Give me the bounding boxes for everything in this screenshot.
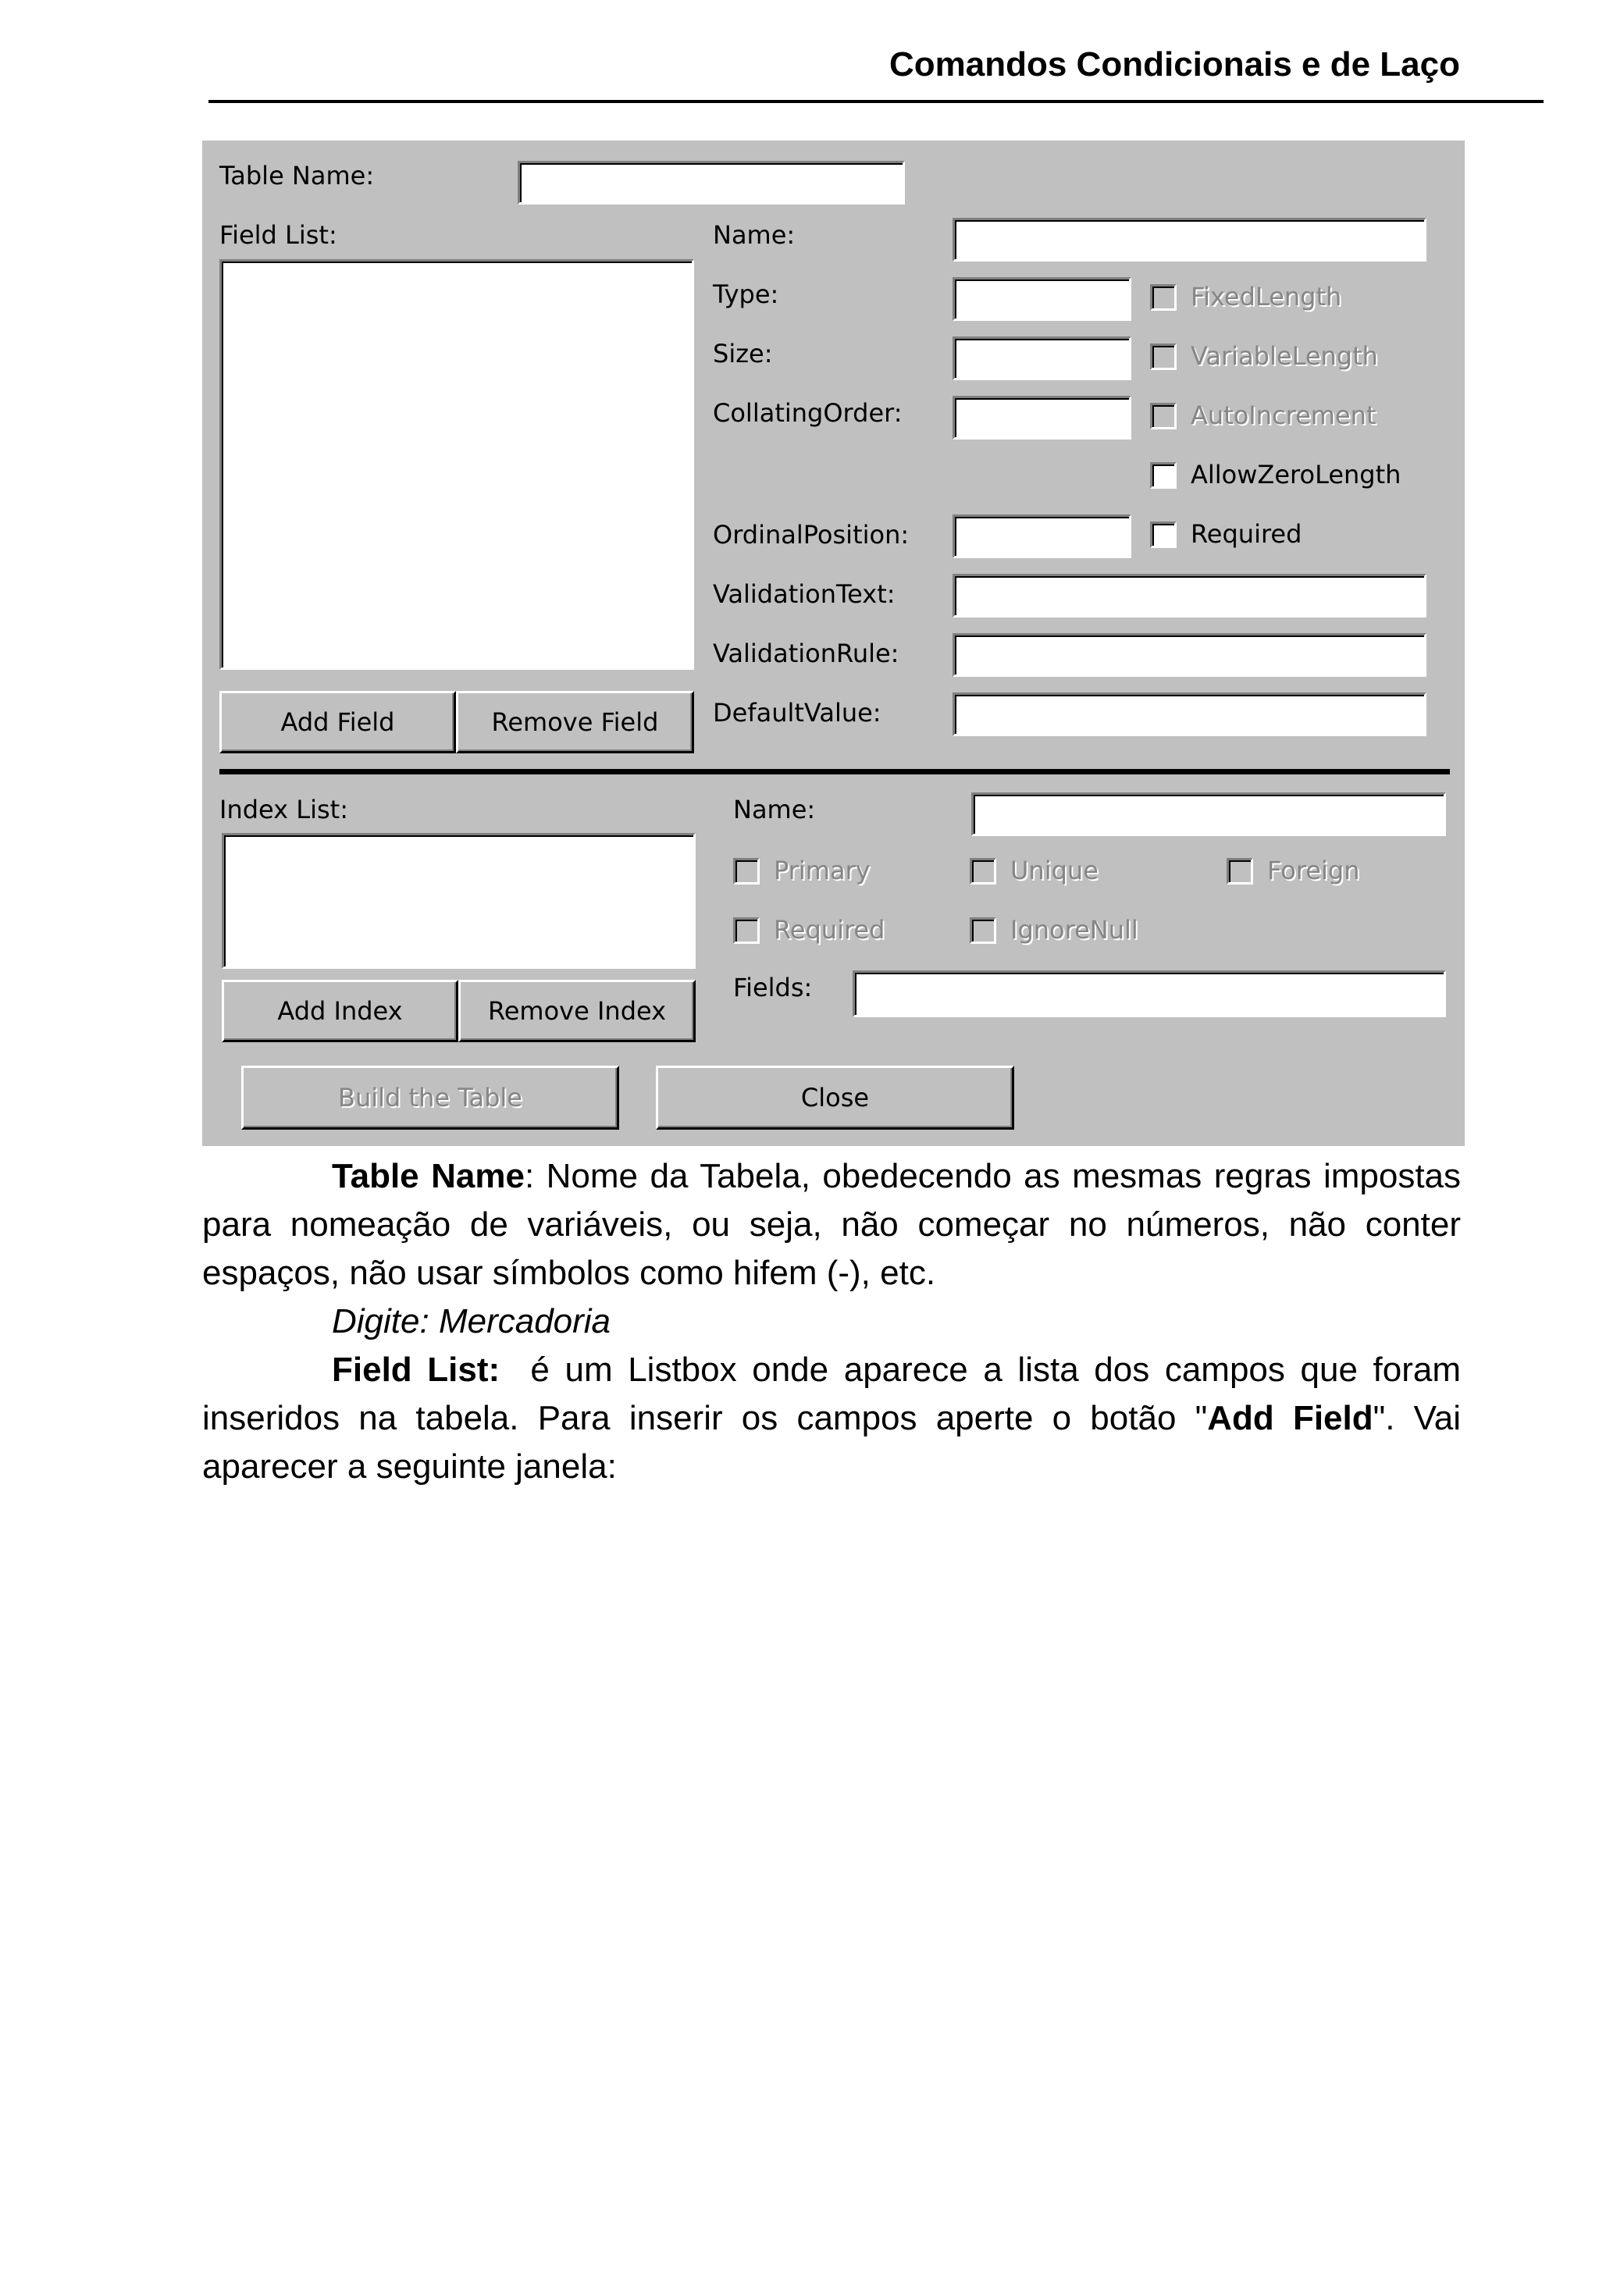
field-name-input[interactable]: [953, 218, 1426, 262]
default-value-input[interactable]: [953, 692, 1426, 736]
ordinal-position-label: OrdinalPosition:: [713, 520, 910, 550]
default-value-label: DefaultValue:: [713, 698, 881, 728]
field-type-input[interactable]: [953, 277, 1131, 321]
field-type-label: Type:: [713, 279, 779, 309]
ordinal-position-input[interactable]: [953, 514, 1131, 558]
build-table-button[interactable]: Build the Table: [241, 1066, 619, 1130]
checkbox-box: [970, 858, 996, 885]
checkbox-box: [1150, 344, 1177, 370]
instruction-text: Digite: Mercadoria: [332, 1302, 611, 1340]
fields-input[interactable]: [853, 970, 1446, 1017]
section-separator: [219, 769, 1450, 774]
paragraph-table-name: [202, 1152, 1461, 1298]
field-list-label: Field List:: [219, 220, 337, 250]
page-header: Comandos Condicionais e de Laço: [889, 45, 1460, 84]
checkbox-box: [733, 858, 760, 885]
checkbox-box: [733, 917, 760, 944]
field-list-description-end: ". Vai aparecer a seguinte janela:: [202, 1399, 1461, 1486]
field-size-input[interactable]: [953, 336, 1131, 380]
term-table-name: Table Name: [332, 1157, 525, 1195]
checkbox-box: [1227, 858, 1253, 885]
validation-text-label: ValidationText:: [713, 579, 896, 609]
checkbox-box: [1150, 462, 1177, 489]
table-name-input[interactable]: [518, 161, 905, 205]
index-name-input[interactable]: [971, 792, 1446, 836]
close-button[interactable]: Close: [656, 1066, 1014, 1130]
index-listbox[interactable]: [222, 833, 696, 969]
index-list-label: Index List:: [219, 795, 348, 824]
field-listbox[interactable]: [219, 259, 694, 670]
term-field-list: Field List:: [332, 1351, 500, 1389]
index-name-label: Name:: [733, 795, 816, 824]
checkbox-box: [1150, 521, 1177, 548]
body-text: [202, 1152, 1471, 1491]
collating-order-label: CollatingOrder:: [713, 398, 903, 428]
field-list-description: é um Listbox onde aparece a lista dos campos que foram inseridos na tabela. Para inserir os campos aperte o botão ": [202, 1351, 1471, 1437]
header-rule: [208, 100, 1544, 103]
field-name-label: Name:: [713, 220, 796, 250]
instruction-line: [202, 1298, 1461, 1346]
table-name-description: : Nome da Tabela, obedecendo as mesmas regras impostas para nomeação de variáveis, ou seja, não começar no números, não conter espaços, não usar símbolos como hifem (-), etc.: [202, 1157, 1462, 1292]
term-add-field: Add Field: [1207, 1399, 1373, 1437]
validation-text-input[interactable]: [953, 574, 1426, 618]
remove-field-button[interactable]: Remove Field: [456, 691, 694, 753]
collating-order-input[interactable]: [953, 396, 1131, 440]
checkbox-box: [970, 917, 996, 944]
table-name-label: Table Name:: [219, 161, 375, 190]
validation-rule-label: ValidationRule:: [713, 639, 899, 668]
add-field-button[interactable]: Add Field: [219, 691, 456, 753]
checkbox-box: [1150, 284, 1177, 311]
remove-index-button[interactable]: Remove Index: [458, 980, 696, 1042]
table-structure-dialog: Table Name: Field List: Add Field Remove Field Name: Type: Size: CollatingOrder: OrdinalPosition: ValidationText: ValidationRule: DefaultValue: FixedLength VariableLength AutoIncrement AllowZeroLength Required Index List: Add Index Remove Index Name: Primary Unique Foreign Required IgnoreNull Fields: Build the Table Close: [202, 141, 1465, 1146]
checkbox-box: [1150, 403, 1177, 429]
paragraph-field-list: [202, 1346, 1471, 1491]
add-index-button[interactable]: Add Index: [222, 980, 458, 1042]
fields-label: Fields:: [733, 973, 813, 1002]
validation-rule-input[interactable]: [953, 633, 1426, 677]
field-size-label: Size:: [713, 339, 773, 368]
